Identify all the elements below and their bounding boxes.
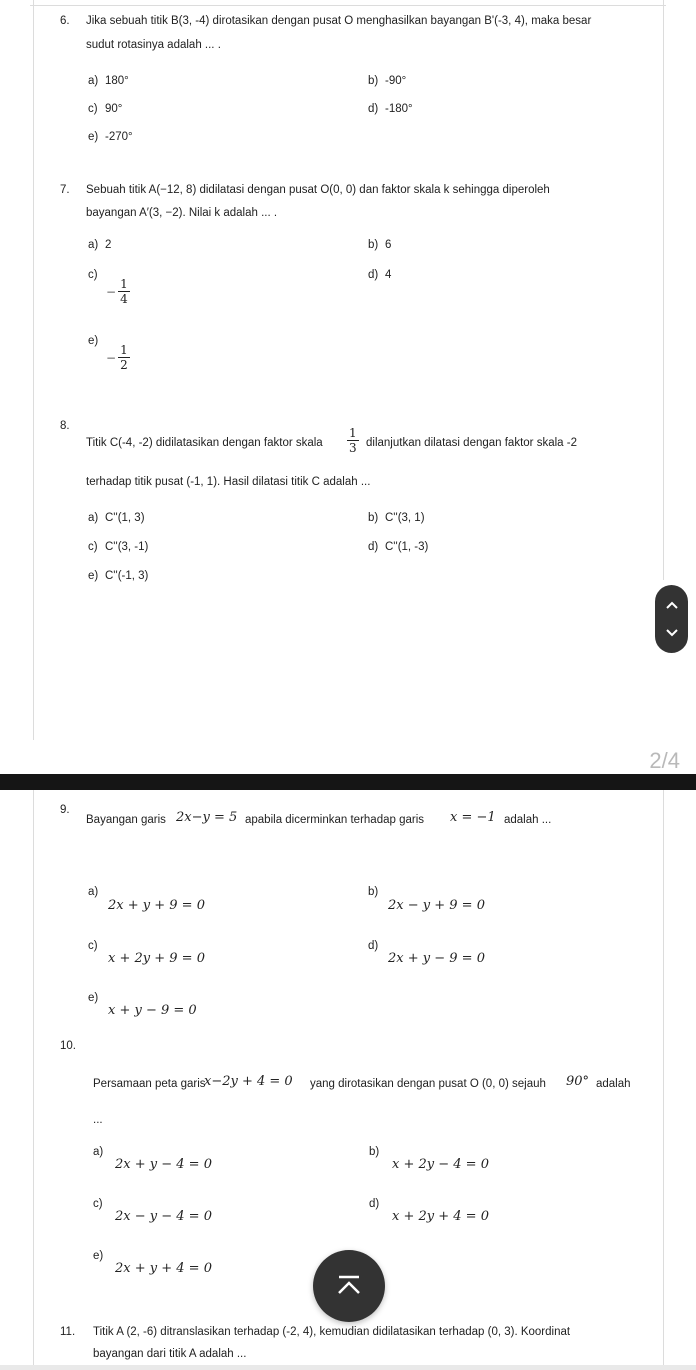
fraction: $\frac{1}{4}$ xyxy=(120,277,128,306)
page-separator xyxy=(0,774,696,790)
fraction: $\frac{1}{3}$ xyxy=(349,426,357,455)
angle: 90° xyxy=(566,1074,590,1089)
question-number: 7. xyxy=(60,184,70,196)
question-text: Bayangan garis xyxy=(86,814,166,826)
question-text: dilanjutkan dilatasi dengan faktor skala -2 xyxy=(366,437,577,449)
question-text: bayangan dari titik A adalah ... xyxy=(93,1348,247,1360)
question-text: Titik A (2, -6) ditranslasikan terhadap (-2, 4), kemudian didilatasikan terhadap (0, 3). Koordinat xyxy=(93,1326,571,1338)
question-text: adalah xyxy=(596,1078,631,1090)
question-text: Jika sebuah titik B(3, -4) dirotasikan dengan pusat O menghasilkan bayangan B'(-3, 4), maka besar xyxy=(86,15,592,27)
question-text: terhadap titik pusat (-1, 1). Hasil dilatasi titik C adalah ... xyxy=(86,476,371,488)
page-scroll-control xyxy=(655,585,688,653)
question-text: ... xyxy=(93,1114,103,1126)
equation: 2x−y = 5 xyxy=(176,810,238,825)
arrow-to-top-icon xyxy=(335,1274,363,1298)
top-border xyxy=(30,5,666,6)
fraction: $\frac{1}{2}$ xyxy=(120,343,128,372)
left-margin-line xyxy=(33,0,34,740)
right-margin-line xyxy=(663,0,664,580)
scroll-up-button[interactable] xyxy=(662,595,682,615)
minus-sign: − xyxy=(106,350,117,365)
document-page-2: 9. Bayangan garis 2x−y = 5 apabila dicerminkan terhadap garis x = −1 adalah ... a) 2x + y + 9 = 0 b) 2x − y + 9 = 0 c) x + 2y + 9 = 0 d) 2x + y − 9 = 0 e) x + y − 9 = 0 10. Persamaan peta garis x−2y + 4 = 0 yang dirotasikan dengan pusat O (0, 0) sejauh 90° adalah ... a) 2x + y − 4 = 0 b) x + 2y − 4 = 0 c) 2x − y − 4 = 0 d) x + 2y + 4 = 0 e) 2x + y + 4 = 0 11. Titik A (2, -6) ditranslasikan terhadap (-2, 4), kemudian didilatasikan terhadap (0, 3). Koordinat bayangan dari titik A adalah ... xyxy=(0,790,696,1365)
page-indicator: 2/4 xyxy=(649,748,680,773)
back-to-top-button[interactable] xyxy=(313,1250,385,1322)
question-number: 10. xyxy=(60,1040,76,1052)
left-margin-line xyxy=(33,790,34,1365)
question-text: Titik C(-4, -2) didilatasikan dengan faktor skala xyxy=(86,437,323,449)
question-number: 11. xyxy=(60,1326,76,1338)
chevron-down-icon xyxy=(665,628,679,638)
question-number: 8. xyxy=(60,420,70,432)
question-number: 6. xyxy=(60,15,70,27)
chevron-up-icon xyxy=(665,600,679,610)
document-page-1: 6. Jika sebuah titik B(3, -4) dirotasikan dengan pusat O menghasilkan bayangan B'(-3, 4), maka besar sudut rotasinya adalah ... . a) 180° b) -90° c) 90° d) -180° e) -270° 7. Sebuah titik A(−12, 8) didilatasi dengan pusat O(0, 0) dan faktor skala k sehingga diperoleh bayangan A′(3, −2). Nilai k adalah ... . a) 2 b) 6 c) − $\frac{1}{4}$ d) 4 e) − $\frac{1}{2}$ 8. Titik C(-4, -2) didilatasikan dengan faktor skala $\frac{1}{3}$ dilanjutkan dilatasi dengan faktor skala -2 terhadap titik pusat (-1, 1). Hasil dilatasi titik C adalah ... a) C''(1, 3) b) C''(3, 1) c) C''(3, -1) d) C''(1, -3) e) C''(-1, 3) 2/4 xyxy=(0,0,696,774)
question-text: Sebuah titik A(−12, 8) didilatasi dengan pusat O(0, 0) dan faktor skala k sehingga diperoleh xyxy=(86,184,550,196)
question-text: bayangan A′(3, −2). Nilai k adalah ... . xyxy=(86,207,278,219)
right-margin-line xyxy=(663,790,664,1365)
scroll-down-button[interactable] xyxy=(662,623,682,643)
question-number: 9. xyxy=(60,804,70,816)
equation: x−2y + 4 = 0 xyxy=(204,1074,293,1089)
question-text: apabila dicerminkan terhadap garis xyxy=(245,814,424,826)
question-text: Persamaan peta garis xyxy=(93,1078,206,1090)
equation: x = −1 xyxy=(450,810,496,825)
question-text: yang dirotasikan dengan pusat O (0, 0) sejauh xyxy=(310,1078,546,1090)
question-text: adalah ... xyxy=(504,814,552,826)
question-text: sudut rotasinya adalah ... . xyxy=(86,39,221,51)
minus-sign: − xyxy=(106,284,117,299)
